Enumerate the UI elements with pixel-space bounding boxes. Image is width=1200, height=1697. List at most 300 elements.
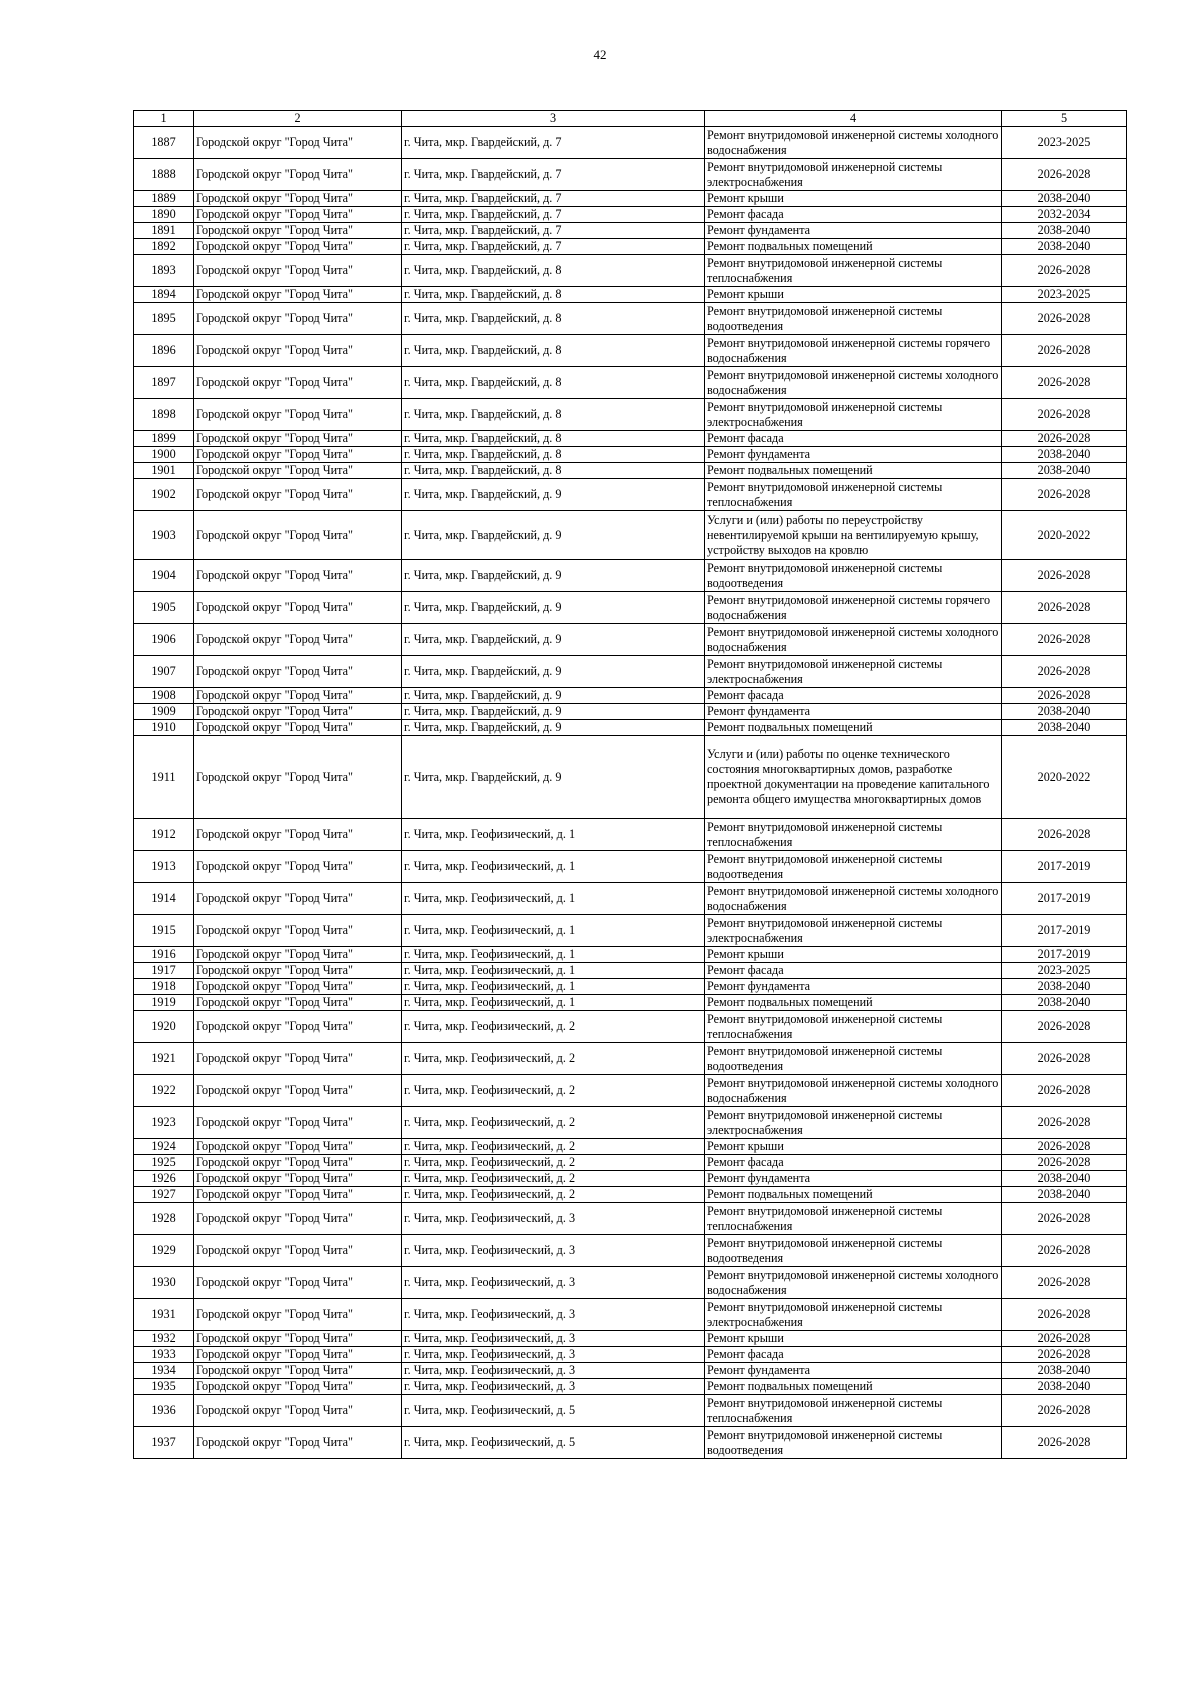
- address-cell: г. Чита, мкр. Гвардейский, д. 7: [402, 223, 705, 239]
- period-cell: 2020-2022: [1002, 736, 1127, 819]
- address-cell: г. Чита, мкр. Гвардейский, д. 8: [402, 431, 705, 447]
- table-row: [134, 656, 1127, 688]
- municipality-cell: Городской округ "Город Чита": [194, 207, 402, 223]
- row-number-cell: 1916: [134, 947, 194, 963]
- municipality-cell: Городской округ "Город Чита": [194, 995, 402, 1011]
- municipality-cell: Городской округ "Город Чита": [194, 223, 402, 239]
- period-cell: 2023-2025: [1002, 287, 1127, 303]
- period-cell: 2038-2040: [1002, 191, 1127, 207]
- work-type-cell: Ремонт внутридомовой инженерной системы водоотведения: [705, 1235, 1002, 1267]
- municipality-cell: Городской округ "Город Чита": [194, 1331, 402, 1347]
- work-type-cell: Ремонт внутридомовой инженерной системы теплоснабжения: [705, 1011, 1002, 1043]
- table-body: [134, 127, 1127, 1459]
- period-cell: 2026-2028: [1002, 1011, 1127, 1043]
- municipality-cell: Городской округ "Город Чита": [194, 704, 402, 720]
- period-cell: 2026-2028: [1002, 1107, 1127, 1139]
- row-number-cell: 1920: [134, 1011, 194, 1043]
- period-cell: 2026-2028: [1002, 1155, 1127, 1171]
- table-row: [134, 1363, 1127, 1379]
- address-cell: г. Чита, мкр. Геофизический, д. 3: [402, 1235, 705, 1267]
- municipality-cell: Городской округ "Город Чита": [194, 736, 402, 819]
- work-type-cell: Ремонт внутридомовой инженерной системы электроснабжения: [705, 915, 1002, 947]
- period-cell: 2026-2028: [1002, 656, 1127, 688]
- work-type-cell: Ремонт внутридомовой инженерной системы теплоснабжения: [705, 819, 1002, 851]
- table-row: [134, 963, 1127, 979]
- table-row: [134, 1075, 1127, 1107]
- municipality-cell: Городской округ "Город Чита": [194, 720, 402, 736]
- municipality-cell: Городской округ "Город Чита": [194, 447, 402, 463]
- row-number-cell: 1924: [134, 1139, 194, 1155]
- municipality-cell: Городской округ "Город Чита": [194, 335, 402, 367]
- period-cell: 2026-2028: [1002, 1299, 1127, 1331]
- period-cell: 2026-2028: [1002, 1347, 1127, 1363]
- table-row: [134, 223, 1127, 239]
- row-number-cell: 1933: [134, 1347, 194, 1363]
- period-cell: 2026-2028: [1002, 560, 1127, 592]
- table-row: [134, 1043, 1127, 1075]
- work-type-cell: Ремонт внутридомовой инженерной системы электроснабжения: [705, 1299, 1002, 1331]
- row-number-cell: 1907: [134, 656, 194, 688]
- work-type-cell: Услуги и (или) работы по оценке технического состояния многоквартирных домов, разработке проектной документации на проведение капитального ремонта общего имущества многоквартирных домов: [705, 736, 1002, 819]
- work-type-cell: Ремонт крыши: [705, 191, 1002, 207]
- table-row: [134, 1379, 1127, 1395]
- work-type-cell: Ремонт внутридомовой инженерной системы теплоснабжения: [705, 479, 1002, 511]
- address-cell: г. Чита, мкр. Гвардейский, д. 9: [402, 511, 705, 560]
- period-cell: 2026-2028: [1002, 159, 1127, 191]
- row-number-cell: 1919: [134, 995, 194, 1011]
- work-type-cell: Ремонт подвальных помещений: [705, 239, 1002, 255]
- municipality-cell: Городской округ "Город Чита": [194, 624, 402, 656]
- work-type-cell: Ремонт внутридомовой инженерной системы холодного водоснабжения: [705, 127, 1002, 159]
- row-number-cell: 1897: [134, 367, 194, 399]
- work-type-cell: Ремонт внутридомовой инженерной системы горячего водоснабжения: [705, 592, 1002, 624]
- period-cell: 2026-2028: [1002, 624, 1127, 656]
- municipality-cell: Городской округ "Город Чита": [194, 511, 402, 560]
- table-row: [134, 1155, 1127, 1171]
- row-number-cell: 1930: [134, 1267, 194, 1299]
- address-cell: г. Чита, мкр. Гвардейский, д. 9: [402, 704, 705, 720]
- address-cell: г. Чита, мкр. Геофизический, д. 2: [402, 1171, 705, 1187]
- municipality-cell: Городской округ "Город Чита": [194, 1011, 402, 1043]
- address-cell: г. Чита, мкр. Геофизический, д. 1: [402, 947, 705, 963]
- header-row: [134, 111, 1127, 127]
- period-cell: 2026-2028: [1002, 255, 1127, 287]
- period-cell: 2026-2028: [1002, 592, 1127, 624]
- period-cell: 2023-2025: [1002, 963, 1127, 979]
- table-row: [134, 704, 1127, 720]
- address-cell: г. Чита, мкр. Гвардейский, д. 8: [402, 255, 705, 287]
- municipality-cell: Городской округ "Город Чита": [194, 303, 402, 335]
- period-cell: 2026-2028: [1002, 399, 1127, 431]
- work-type-cell: Ремонт фасада: [705, 688, 1002, 704]
- period-cell: 2026-2028: [1002, 1267, 1127, 1299]
- row-number-cell: 1913: [134, 851, 194, 883]
- address-cell: г. Чита, мкр. Гвардейский, д. 9: [402, 479, 705, 511]
- row-number-cell: 1912: [134, 819, 194, 851]
- work-type-cell: Ремонт внутридомовой инженерной системы водоотведения: [705, 1043, 1002, 1075]
- row-number-cell: 1890: [134, 207, 194, 223]
- period-cell: 2017-2019: [1002, 883, 1127, 915]
- work-type-cell: Ремонт внутридомовой инженерной системы холодного водоснабжения: [705, 1267, 1002, 1299]
- period-cell: 2026-2028: [1002, 1331, 1127, 1347]
- period-cell: 2026-2028: [1002, 1043, 1127, 1075]
- work-type-cell: Ремонт внутридомовой инженерной системы водоотведения: [705, 851, 1002, 883]
- municipality-cell: Городской округ "Город Чита": [194, 239, 402, 255]
- table-row: [134, 463, 1127, 479]
- table-row: [134, 1299, 1127, 1331]
- address-cell: г. Чита, мкр. Геофизический, д. 3: [402, 1299, 705, 1331]
- table-row: [134, 1107, 1127, 1139]
- table-row: [134, 511, 1127, 560]
- address-cell: г. Чита, мкр. Гвардейский, д. 9: [402, 592, 705, 624]
- address-cell: г. Чита, мкр. Геофизический, д. 1: [402, 915, 705, 947]
- work-type-cell: Ремонт подвальных помещений: [705, 720, 1002, 736]
- row-number-cell: 1887: [134, 127, 194, 159]
- row-number-cell: 1915: [134, 915, 194, 947]
- row-number-cell: 1893: [134, 255, 194, 287]
- page-number: 42: [593, 47, 607, 62]
- period-cell: 2026-2028: [1002, 335, 1127, 367]
- work-type-cell: Услуги и (или) работы по переустройству невентилируемой крыши на вентилируемую крышу, устройству выходов на кровлю: [705, 511, 1002, 560]
- address-cell: г. Чита, мкр. Гвардейский, д. 9: [402, 624, 705, 656]
- period-cell: 2026-2028: [1002, 431, 1127, 447]
- table-row: [134, 1331, 1127, 1347]
- row-number-cell: 1926: [134, 1171, 194, 1187]
- row-number-cell: 1937: [134, 1427, 194, 1459]
- table-row: [134, 819, 1127, 851]
- municipality-cell: Городской округ "Город Чита": [194, 1203, 402, 1235]
- municipality-cell: Городской округ "Город Чита": [194, 883, 402, 915]
- header-cell-2: 2: [194, 111, 402, 127]
- work-type-cell: Ремонт внутридомовой инженерной системы холодного водоснабжения: [705, 883, 1002, 915]
- address-cell: г. Чита, мкр. Гвардейский, д. 9: [402, 688, 705, 704]
- address-cell: г. Чита, мкр. Гвардейский, д. 8: [402, 447, 705, 463]
- period-cell: 2026-2028: [1002, 303, 1127, 335]
- row-number-cell: 1891: [134, 223, 194, 239]
- municipality-cell: Городской округ "Город Чита": [194, 963, 402, 979]
- address-cell: г. Чита, мкр. Геофизический, д. 3: [402, 1203, 705, 1235]
- work-type-cell: Ремонт внутридомовой инженерной системы водоотведения: [705, 303, 1002, 335]
- period-cell: 2038-2040: [1002, 1171, 1127, 1187]
- table-row: [134, 1187, 1127, 1203]
- address-cell: г. Чита, мкр. Геофизический, д. 2: [402, 1155, 705, 1171]
- period-cell: 2038-2040: [1002, 1363, 1127, 1379]
- period-cell: 2038-2040: [1002, 447, 1127, 463]
- address-cell: г. Чита, мкр. Гвардейский, д. 8: [402, 463, 705, 479]
- period-cell: 2038-2040: [1002, 463, 1127, 479]
- row-number-cell: 1911: [134, 736, 194, 819]
- address-cell: г. Чита, мкр. Гвардейский, д. 7: [402, 239, 705, 255]
- row-number-cell: 1901: [134, 463, 194, 479]
- address-cell: г. Чита, мкр. Геофизический, д. 2: [402, 1075, 705, 1107]
- row-number-cell: 1929: [134, 1235, 194, 1267]
- row-number-cell: 1917: [134, 963, 194, 979]
- address-cell: г. Чита, мкр. Геофизический, д. 3: [402, 1267, 705, 1299]
- municipality-cell: Городской округ "Город Чита": [194, 915, 402, 947]
- row-number-cell: 1932: [134, 1331, 194, 1347]
- table-row: [134, 1203, 1127, 1235]
- table-row: [134, 159, 1127, 191]
- period-cell: 2020-2022: [1002, 511, 1127, 560]
- row-number-cell: 1899: [134, 431, 194, 447]
- period-cell: 2026-2028: [1002, 688, 1127, 704]
- address-cell: г. Чита, мкр. Гвардейский, д. 9: [402, 560, 705, 592]
- row-number-cell: 1931: [134, 1299, 194, 1331]
- municipality-cell: Городской округ "Город Чита": [194, 1235, 402, 1267]
- municipality-cell: Городской округ "Город Чита": [194, 1379, 402, 1395]
- period-cell: 2017-2019: [1002, 851, 1127, 883]
- row-number-cell: 1918: [134, 979, 194, 995]
- address-cell: г. Чита, мкр. Гвардейский, д. 9: [402, 720, 705, 736]
- address-cell: г. Чита, мкр. Геофизический, д. 1: [402, 979, 705, 995]
- work-type-cell: Ремонт фасада: [705, 431, 1002, 447]
- header-cell-4: 4: [705, 111, 1002, 127]
- row-number-cell: 1905: [134, 592, 194, 624]
- work-type-cell: Ремонт крыши: [705, 1139, 1002, 1155]
- work-type-cell: Ремонт внутридомовой инженерной системы водоотведения: [705, 1427, 1002, 1459]
- table-row: [134, 720, 1127, 736]
- work-type-cell: Ремонт внутридомовой инженерной системы горячего водоснабжения: [705, 335, 1002, 367]
- address-cell: г. Чита, мкр. Геофизический, д. 2: [402, 1043, 705, 1075]
- table-row: [134, 399, 1127, 431]
- address-cell: г. Чита, мкр. Гвардейский, д. 7: [402, 159, 705, 191]
- municipality-cell: Городской округ "Город Чита": [194, 560, 402, 592]
- work-type-cell: Ремонт подвальных помещений: [705, 995, 1002, 1011]
- table-row: [134, 1139, 1127, 1155]
- period-cell: 2017-2019: [1002, 947, 1127, 963]
- municipality-cell: Городской округ "Город Чита": [194, 255, 402, 287]
- table-row: [134, 191, 1127, 207]
- row-number-cell: 1895: [134, 303, 194, 335]
- municipality-cell: Городской округ "Город Чита": [194, 399, 402, 431]
- period-cell: 2038-2040: [1002, 704, 1127, 720]
- table-row: [134, 995, 1127, 1011]
- municipality-cell: Городской округ "Город Чита": [194, 159, 402, 191]
- municipality-cell: Городской округ "Город Чита": [194, 688, 402, 704]
- work-type-cell: Ремонт подвальных помещений: [705, 1187, 1002, 1203]
- municipality-cell: Городской округ "Город Чита": [194, 979, 402, 995]
- period-cell: 2038-2040: [1002, 1187, 1127, 1203]
- address-cell: г. Чита, мкр. Геофизический, д. 1: [402, 819, 705, 851]
- work-type-cell: Ремонт внутридомовой инженерной системы электроснабжения: [705, 656, 1002, 688]
- work-type-cell: Ремонт фундамента: [705, 704, 1002, 720]
- period-cell: 2032-2034: [1002, 207, 1127, 223]
- work-type-cell: Ремонт фасада: [705, 963, 1002, 979]
- header-cell-1: 1: [134, 111, 194, 127]
- municipality-cell: Городской округ "Город Чита": [194, 1107, 402, 1139]
- row-number-cell: 1921: [134, 1043, 194, 1075]
- table-row: [134, 303, 1127, 335]
- address-cell: г. Чита, мкр. Геофизический, д. 3: [402, 1347, 705, 1363]
- row-number-cell: 1922: [134, 1075, 194, 1107]
- address-cell: г. Чита, мкр. Геофизический, д. 2: [402, 1011, 705, 1043]
- work-type-cell: Ремонт внутридомовой инженерной системы электроснабжения: [705, 1107, 1002, 1139]
- municipality-cell: Городской округ "Город Чита": [194, 1347, 402, 1363]
- address-cell: г. Чита, мкр. Геофизический, д. 5: [402, 1395, 705, 1427]
- municipality-cell: Городской округ "Город Чита": [194, 287, 402, 303]
- row-number-cell: 1923: [134, 1107, 194, 1139]
- period-cell: 2038-2040: [1002, 995, 1127, 1011]
- row-number-cell: 1904: [134, 560, 194, 592]
- table-row: [134, 688, 1127, 704]
- table-row: [134, 1011, 1127, 1043]
- table-row: [134, 127, 1127, 159]
- work-type-cell: Ремонт крыши: [705, 1331, 1002, 1347]
- address-cell: г. Чита, мкр. Гвардейский, д. 9: [402, 656, 705, 688]
- period-cell: 2026-2028: [1002, 1235, 1127, 1267]
- table-row: [134, 431, 1127, 447]
- work-type-cell: Ремонт подвальных помещений: [705, 1379, 1002, 1395]
- table-row: [134, 883, 1127, 915]
- period-cell: 2026-2028: [1002, 819, 1127, 851]
- address-cell: г. Чита, мкр. Гвардейский, д. 8: [402, 399, 705, 431]
- table-row: [134, 1235, 1127, 1267]
- period-cell: 2023-2025: [1002, 127, 1127, 159]
- period-cell: 2026-2028: [1002, 1139, 1127, 1155]
- work-type-cell: Ремонт внутридомовой инженерной системы электроснабжения: [705, 399, 1002, 431]
- row-number-cell: 1927: [134, 1187, 194, 1203]
- work-type-cell: Ремонт фундамента: [705, 223, 1002, 239]
- municipality-cell: Городской округ "Город Чита": [194, 191, 402, 207]
- table-row: [134, 335, 1127, 367]
- table-row: [134, 1427, 1127, 1459]
- municipality-cell: Городской округ "Город Чита": [194, 1187, 402, 1203]
- period-cell: 2026-2028: [1002, 1075, 1127, 1107]
- municipality-cell: Городской округ "Город Чита": [194, 1043, 402, 1075]
- municipality-cell: Городской округ "Город Чита": [194, 1363, 402, 1379]
- table-row: [134, 560, 1127, 592]
- work-type-cell: Ремонт фундамента: [705, 447, 1002, 463]
- table-row: [134, 239, 1127, 255]
- table-row: [134, 207, 1127, 223]
- municipality-cell: Городской округ "Город Чита": [194, 431, 402, 447]
- address-cell: г. Чита, мкр. Геофизический, д. 2: [402, 1107, 705, 1139]
- row-number-cell: 1900: [134, 447, 194, 463]
- address-cell: г. Чита, мкр. Геофизический, д. 1: [402, 963, 705, 979]
- table-row: [134, 287, 1127, 303]
- work-type-cell: Ремонт внутридомовой инженерной системы холодного водоснабжения: [705, 1075, 1002, 1107]
- address-cell: г. Чита, мкр. Геофизический, д. 5: [402, 1427, 705, 1459]
- municipality-cell: Городской округ "Город Чита": [194, 1155, 402, 1171]
- municipality-cell: Городской округ "Город Чита": [194, 1395, 402, 1427]
- row-number-cell: 1936: [134, 1395, 194, 1427]
- row-number-cell: 1889: [134, 191, 194, 207]
- municipality-cell: Городской округ "Город Чита": [194, 1267, 402, 1299]
- table-row: [134, 592, 1127, 624]
- municipality-cell: Городской округ "Город Чита": [194, 1299, 402, 1331]
- work-type-cell: Ремонт фундамента: [705, 1363, 1002, 1379]
- work-type-cell: Ремонт внутридомовой инженерной системы теплоснабжения: [705, 1395, 1002, 1427]
- work-type-cell: Ремонт внутридомовой инженерной системы холодного водоснабжения: [705, 624, 1002, 656]
- row-number-cell: 1928: [134, 1203, 194, 1235]
- table-row: [134, 447, 1127, 463]
- table-row: [134, 736, 1127, 819]
- period-cell: 2026-2028: [1002, 479, 1127, 511]
- row-number-cell: 1935: [134, 1379, 194, 1395]
- work-type-cell: Ремонт фасада: [705, 207, 1002, 223]
- work-type-cell: Ремонт фундамента: [705, 1171, 1002, 1187]
- address-cell: г. Чита, мкр. Гвардейский, д. 8: [402, 303, 705, 335]
- municipality-cell: Городской округ "Город Чита": [194, 947, 402, 963]
- work-type-cell: Ремонт фасада: [705, 1155, 1002, 1171]
- table-row: [134, 255, 1127, 287]
- table-row: [134, 479, 1127, 511]
- table-row: [134, 851, 1127, 883]
- row-number-cell: 1894: [134, 287, 194, 303]
- table-row: [134, 1395, 1127, 1427]
- municipality-cell: Городской округ "Город Чита": [194, 127, 402, 159]
- table-row: [134, 367, 1127, 399]
- municipality-cell: Городской округ "Город Чита": [194, 463, 402, 479]
- address-cell: г. Чита, мкр. Гвардейский, д. 8: [402, 367, 705, 399]
- municipality-cell: Городской округ "Город Чита": [194, 479, 402, 511]
- address-cell: г. Чита, мкр. Геофизический, д. 2: [402, 1139, 705, 1155]
- work-type-cell: Ремонт внутридомовой инженерной системы теплоснабжения: [705, 255, 1002, 287]
- table-row: [134, 979, 1127, 995]
- row-number-cell: 1903: [134, 511, 194, 560]
- work-type-cell: Ремонт крыши: [705, 287, 1002, 303]
- period-cell: 2017-2019: [1002, 915, 1127, 947]
- row-number-cell: 1896: [134, 335, 194, 367]
- row-number-cell: 1898: [134, 399, 194, 431]
- address-cell: г. Чита, мкр. Гвардейский, д. 9: [402, 736, 705, 819]
- row-number-cell: 1910: [134, 720, 194, 736]
- address-cell: г. Чита, мкр. Геофизический, д. 1: [402, 883, 705, 915]
- period-cell: 2026-2028: [1002, 1203, 1127, 1235]
- address-cell: г. Чита, мкр. Геофизический, д. 1: [402, 851, 705, 883]
- address-cell: г. Чита, мкр. Геофизический, д. 3: [402, 1331, 705, 1347]
- address-cell: г. Чита, мкр. Гвардейский, д. 8: [402, 287, 705, 303]
- row-number-cell: 1892: [134, 239, 194, 255]
- period-cell: 2038-2040: [1002, 223, 1127, 239]
- municipality-cell: Городской округ "Город Чита": [194, 592, 402, 624]
- row-number-cell: 1909: [134, 704, 194, 720]
- period-cell: 2038-2040: [1002, 239, 1127, 255]
- table-row: [134, 1267, 1127, 1299]
- header-cell-5: 5: [1002, 111, 1127, 127]
- address-cell: г. Чита, мкр. Гвардейский, д. 8: [402, 335, 705, 367]
- work-type-cell: Ремонт внутридомовой инженерной системы водоотведения: [705, 560, 1002, 592]
- row-number-cell: 1902: [134, 479, 194, 511]
- work-type-cell: Ремонт фундамента: [705, 979, 1002, 995]
- municipality-cell: Городской округ "Город Чита": [194, 1139, 402, 1155]
- address-cell: г. Чита, мкр. Геофизический, д. 3: [402, 1379, 705, 1395]
- row-number-cell: 1914: [134, 883, 194, 915]
- row-number-cell: 1925: [134, 1155, 194, 1171]
- period-cell: 2026-2028: [1002, 367, 1127, 399]
- work-type-cell: Ремонт внутридомовой инженерной системы электроснабжения: [705, 159, 1002, 191]
- municipality-cell: Городской округ "Город Чита": [194, 851, 402, 883]
- table-row: [134, 947, 1127, 963]
- address-cell: г. Чита, мкр. Геофизический, д. 1: [402, 995, 705, 1011]
- work-type-cell: Ремонт внутридомовой инженерной системы холодного водоснабжения: [705, 367, 1002, 399]
- address-cell: г. Чита, мкр. Геофизический, д. 3: [402, 1363, 705, 1379]
- work-type-cell: Ремонт подвальных помещений: [705, 463, 1002, 479]
- row-number-cell: 1906: [134, 624, 194, 656]
- table-row: [134, 915, 1127, 947]
- period-cell: 2038-2040: [1002, 720, 1127, 736]
- header-cell-3: 3: [402, 111, 705, 127]
- period-cell: 2026-2028: [1002, 1395, 1127, 1427]
- table-row: [134, 1171, 1127, 1187]
- municipality-cell: Городской округ "Город Чита": [194, 656, 402, 688]
- municipality-cell: Городской округ "Город Чита": [194, 819, 402, 851]
- period-cell: 2038-2040: [1002, 979, 1127, 995]
- municipality-cell: Городской округ "Город Чита": [194, 367, 402, 399]
- row-number-cell: 1908: [134, 688, 194, 704]
- period-cell: 2026-2028: [1002, 1427, 1127, 1459]
- work-type-cell: Ремонт фасада: [705, 1347, 1002, 1363]
